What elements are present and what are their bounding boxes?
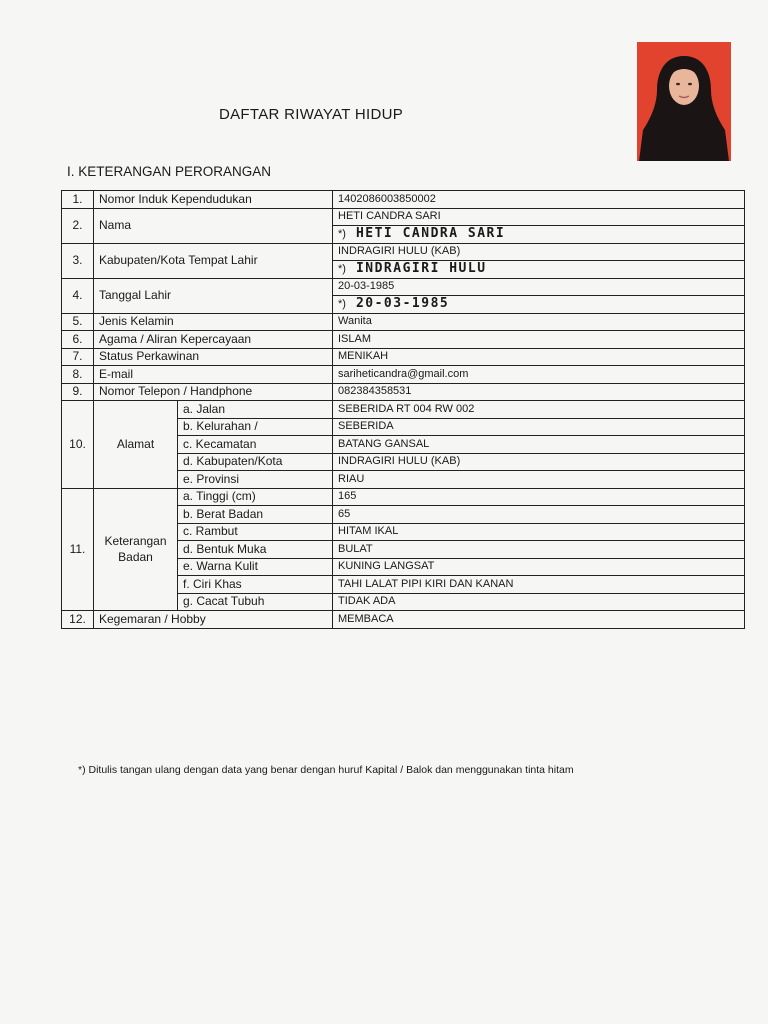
row-number: 10. (62, 401, 94, 489)
field-label: Agama / Aliran Kepercayaan (94, 331, 333, 349)
field-label: Nomor Telepon / Handphone (94, 383, 333, 401)
field-value: SEBERIDA RT 004 RW 002 (333, 401, 745, 419)
handwritten-field (333, 261, 745, 279)
field-label: Status Perkawinan (94, 348, 333, 366)
row-number: 2. (62, 208, 94, 243)
row-number: 12. (62, 611, 94, 629)
field-value: Wanita (333, 313, 745, 331)
field-value: sariheticandra@gmail.com (333, 366, 745, 384)
field-value: KUNING LANGSAT (333, 558, 745, 576)
table-row (62, 208, 745, 226)
sub-field-label: d. Bentuk Muka (178, 541, 333, 559)
field-value: TIDAK ADA (333, 593, 745, 611)
sub-field-label: d. Kabupaten/Kota (178, 453, 333, 471)
field-value: MEMBACA (333, 611, 745, 629)
row-number: 3. (62, 243, 94, 278)
row-number: 1. (62, 191, 94, 209)
table-row (62, 366, 745, 384)
footnote: *) Ditulis tangan ulang dengan data yang benar dengan huruf Kapital / Balok dan menggunakan tinta hitam (78, 764, 574, 776)
table-row (62, 191, 745, 209)
field-label-line: Badan (118, 550, 153, 565)
field-value: 20-03-1985 (333, 278, 745, 296)
handwritten-marker: *) (338, 263, 346, 276)
field-value: INDRAGIRI HULU (KAB) (333, 453, 745, 471)
row-number: 6. (62, 331, 94, 349)
handwritten-field (333, 226, 745, 244)
field-value: ISLAM (333, 331, 745, 349)
sub-field-label: e. Provinsi (178, 471, 333, 489)
field-value: MENIKAH (333, 348, 745, 366)
field-label-line: Keterangan (104, 534, 167, 549)
row-number: 4. (62, 278, 94, 313)
table-row (62, 401, 745, 419)
sub-field-label: c. Kecamatan (178, 436, 333, 454)
field-label: Jenis Kelamin (94, 313, 333, 331)
row-number: 7. (62, 348, 94, 366)
table-row (62, 243, 745, 261)
field-label: Nomor Induk Kependudukan (94, 191, 333, 209)
field-value: RIAU (333, 471, 745, 489)
field-label: Kegemaran / Hobby (94, 611, 333, 629)
field-label: E-mail (94, 366, 333, 384)
document-title: DAFTAR RIWAYAT HIDUP (219, 106, 404, 123)
field-value: BATANG GANSAL (333, 436, 745, 454)
table-row (62, 331, 745, 349)
row-number: 8. (62, 366, 94, 384)
table-row (62, 488, 745, 506)
handwritten-value: INDRAGIRI HULU (355, 261, 487, 277)
field-value: TAHI LALAT PIPI KIRI DAN KANAN (333, 576, 745, 594)
handwritten-marker: *) (338, 298, 346, 311)
field-value: SEBERIDA (333, 418, 745, 436)
field-value: HETI CANDRA SARI (333, 208, 745, 226)
field-value: BULAT (333, 541, 745, 559)
sub-field-label: e. Warna Kulit (178, 558, 333, 576)
handwritten-value: 20-03-1985 (355, 296, 450, 312)
table-row (62, 278, 745, 296)
personal-info-table (61, 190, 745, 629)
table-row (62, 611, 745, 629)
field-value: 165 (333, 488, 745, 506)
handwritten-marker: *) (338, 228, 346, 241)
sub-field-label: g. Cacat Tubuh (178, 593, 333, 611)
handwritten-field (333, 296, 745, 314)
field-value: 082384358531 (333, 383, 745, 401)
field-label: Kabupaten/Kota Tempat Lahir (94, 243, 333, 278)
field-label: Nama (94, 208, 333, 243)
sub-field-label: b. Kelurahan / (178, 418, 333, 436)
section-heading: I. KETERANGAN PERORANGAN (67, 164, 272, 179)
row-number: 9. (62, 383, 94, 401)
sub-field-label: a. Jalan (178, 401, 333, 419)
field-value: HITAM IKAL (333, 523, 745, 541)
table-row (62, 313, 745, 331)
field-value: INDRAGIRI HULU (KAB) (333, 243, 745, 261)
table-row (62, 348, 745, 366)
person-silhouette-icon (637, 42, 731, 161)
sub-field-label: b. Berat Badan (178, 506, 333, 524)
sub-field-label: c. Rambut (178, 523, 333, 541)
row-number: 11. (62, 488, 94, 611)
table-row (62, 383, 745, 401)
field-label: Alamat (94, 401, 178, 489)
sub-field-label: f. Ciri Khas (178, 576, 333, 594)
profile-photo (637, 42, 731, 161)
field-value: 65 (333, 506, 745, 524)
sub-field-label: a. Tinggi (cm) (178, 488, 333, 506)
field-label: Tanggal Lahir (94, 278, 333, 313)
row-number: 5. (62, 313, 94, 331)
field-label (94, 488, 178, 611)
handwritten-value: HETI CANDRA SARI (355, 226, 506, 242)
field-value: 1402086003850002 (333, 191, 745, 209)
